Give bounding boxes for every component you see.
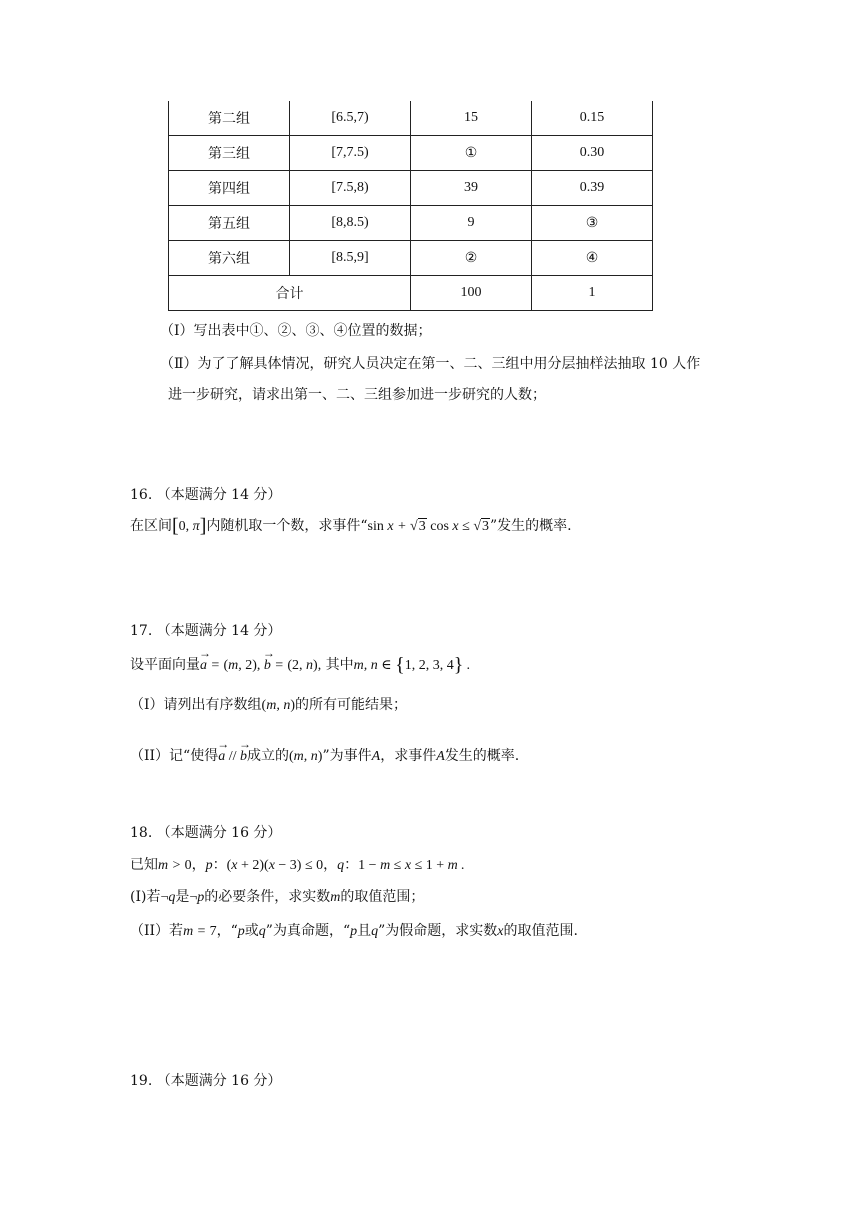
q18-header: 18. （本题满分 16 分）: [130, 825, 282, 841]
table-cell: [7.5,8): [290, 171, 411, 206]
table-row: [169, 136, 653, 171]
table-cell: [6.5,7): [290, 101, 411, 136]
q15-part1: （Ⅰ）写出表中①、②、③、④位置的数据；: [160, 323, 432, 339]
table-row: [169, 241, 653, 276]
table-cell: 0.39: [532, 171, 653, 206]
q16-statement: 在区间[0, π]内随机取一个数，求事件“sin x + √3 cos x ≤ √3”发生的概率.: [130, 515, 572, 537]
table-cell: 第三组: [169, 136, 290, 171]
table-cell: 0.30: [532, 136, 653, 171]
q17-statement: 设平面向量→ a = (m, 2), → b = (2, n), 其中m, n ∈ {1, 2, 3, 4} .: [130, 654, 470, 677]
table-cell: 39: [411, 171, 532, 206]
q15-part2-line2: 进一步研究，请求出第一、二、三组参加进一步研究的人数；: [168, 387, 546, 403]
table-cell: 0.15: [532, 101, 653, 136]
table-row: [169, 206, 653, 241]
table-row: [169, 101, 653, 136]
table-cell: [8.5,9]: [290, 241, 411, 276]
total-frequency: 1: [532, 276, 653, 311]
table-total-row: [169, 276, 653, 311]
table-cell: 第二组: [169, 101, 290, 136]
total-count: 100: [411, 276, 532, 311]
table-cell: 9: [411, 206, 532, 241]
table-cell: [8,8.5): [290, 206, 411, 241]
table-cell: 第五组: [169, 206, 290, 241]
table-cell: 15: [411, 101, 532, 136]
q19-header: 19. （本题满分 16 分）: [130, 1073, 282, 1089]
q18-conditions: 已知m > 0，p：(x + 2)(x − 3) ≤ 0，q：1 − m ≤ x ≤ 1 + m .: [130, 857, 465, 873]
q18-part2: （II）若m = 7，“p或q”为真命题，“p且q”为假命题，求实数x的取值范围.: [130, 923, 578, 939]
q17-header: 17. （本题满分 14 分）: [130, 623, 282, 639]
table-row: [169, 171, 653, 206]
q17-part2: （II）记“使得→ a // → b成立的(m, n)”为事件A，求事件A发生的概率.: [130, 745, 519, 765]
table-cell: ④: [532, 241, 653, 276]
q16-header: 16. （本题满分 14 分）: [130, 487, 282, 503]
table-cell: [7,7.5): [290, 136, 411, 171]
table-cell: 第四组: [169, 171, 290, 206]
table-cell: ②: [411, 241, 532, 276]
table-cell: 第六组: [169, 241, 290, 276]
q15-part2-line1: （Ⅱ）为了了解具体情况，研究人员决定在第一、二、三组中用分层抽样法抽取 10 人作: [160, 356, 701, 372]
q18-part1: (I)若¬q是¬p的必要条件，求实数m的取值范围；: [130, 889, 425, 905]
table-cell: ①: [411, 136, 532, 171]
q17-part1: （I）请列出有序数组(m, n)的所有可能结果；: [130, 697, 407, 713]
frequency-table: [168, 101, 653, 311]
table-cell: ③: [532, 206, 653, 241]
total-label: 合计: [169, 276, 411, 311]
